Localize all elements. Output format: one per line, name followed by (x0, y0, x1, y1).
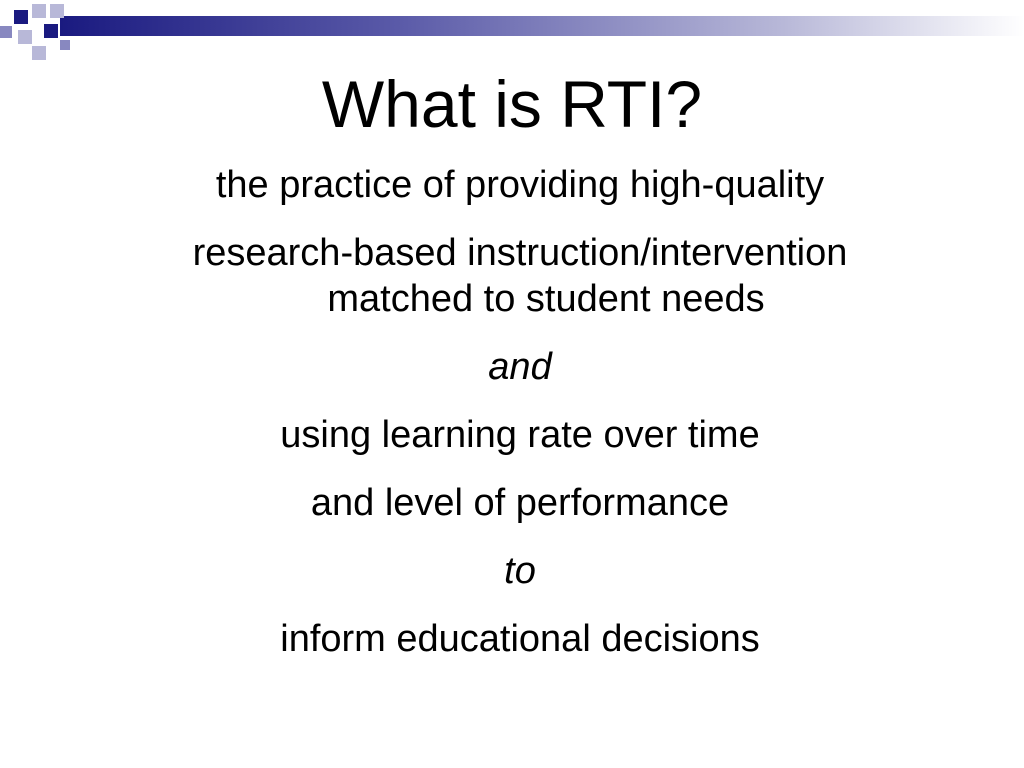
header-square (14, 10, 28, 24)
header-square (32, 4, 46, 18)
header-square (50, 4, 64, 18)
body-line: matched to student needs (327, 278, 765, 320)
slide-body (100, 162, 940, 684)
header-square (32, 46, 46, 60)
slide-title: What is RTI? (321, 67, 703, 141)
header-square (0, 26, 12, 38)
header-decoration (0, 0, 1024, 70)
header-square (18, 30, 32, 44)
header-square (60, 40, 70, 50)
body-line: research-based instruction/intervention (192, 232, 848, 274)
body-line-emphasis: to (504, 550, 536, 592)
body-line: using learning rate over time (280, 414, 760, 456)
header-square (44, 24, 58, 38)
body-line: and level of performance (310, 482, 730, 524)
header-gradient-bar (60, 16, 1024, 36)
body-line-emphasis: and (488, 346, 552, 388)
body-line: the practice of providing high-quality (215, 164, 825, 206)
body-line: inform educational decisions (280, 618, 760, 660)
